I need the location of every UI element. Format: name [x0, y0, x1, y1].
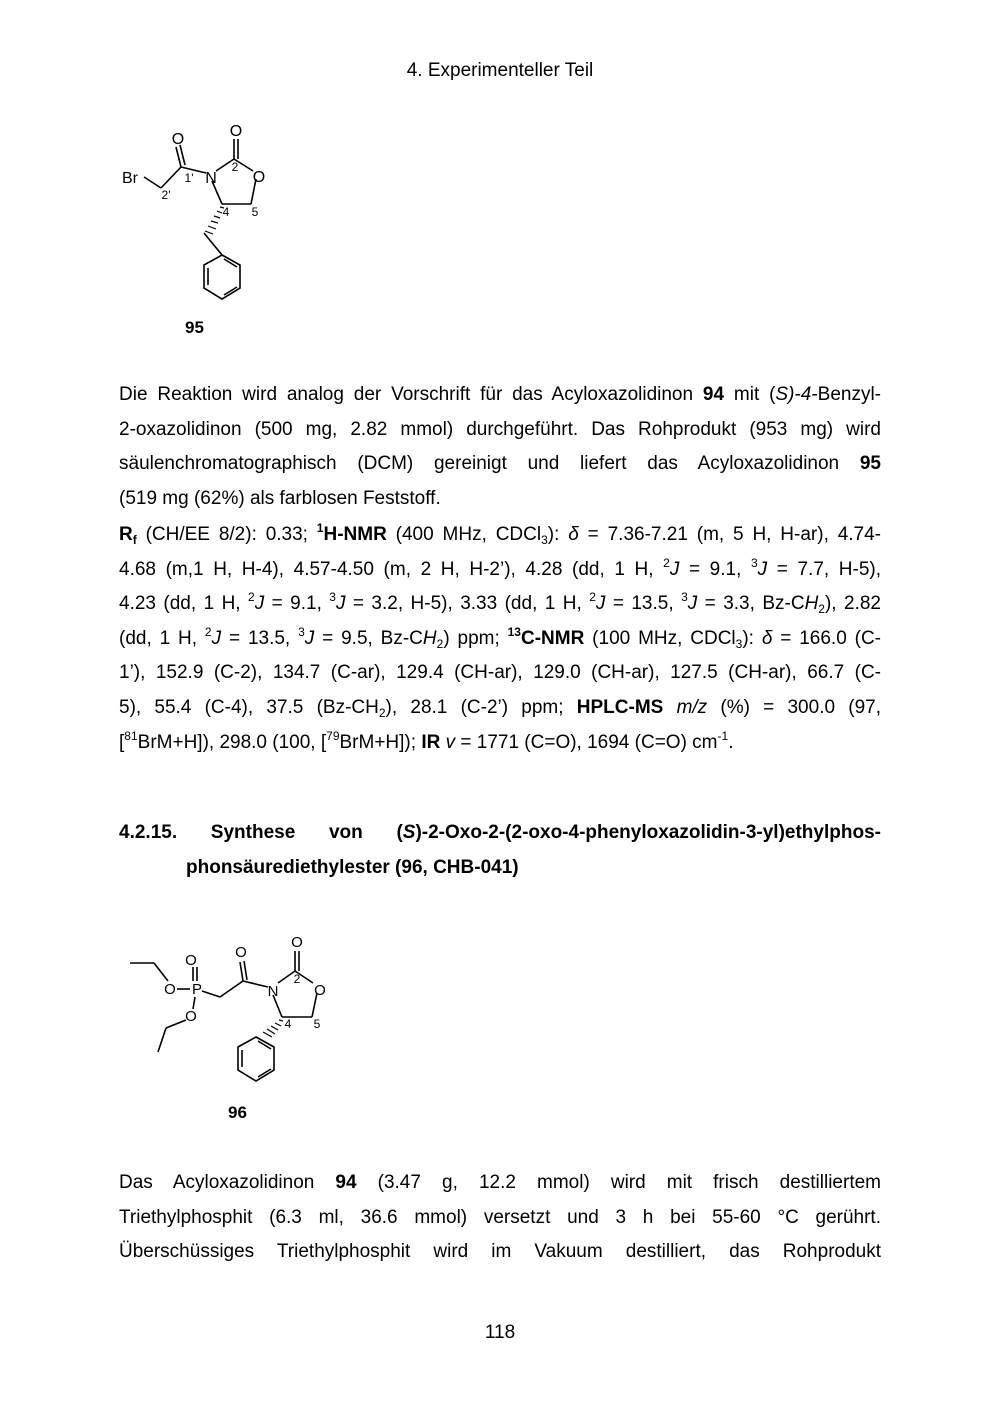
atom-br: Br: [122, 170, 138, 187]
structure-95: [110, 115, 280, 315]
atom-o-ring: O: [252, 169, 266, 186]
text-line: Triethylphosphit (6.3 ml, 36.6 mmol) versetzt und 3 h bei 55-60 °C gerührt.: [119, 1206, 881, 1228]
text-line: 2-oxazolidinon (500 mg, 2.82 mmol) durchgeführt. Das Rohprodukt (953 mg) wird: [119, 418, 881, 440]
locant-4: 4: [222, 205, 230, 219]
text-line: Die Reaktion wird analog der Vorschrift für das Acyloxazolidinon 94 mit (S)-4-Benzyl-: [119, 384, 881, 405]
atom-o-ring-carbonyl: O: [291, 934, 303, 951]
heading-number: 4.2.15.: [119, 822, 178, 843]
atom-o-carbonyl: O: [171, 131, 185, 148]
atom-o-ethoxy-upper: O: [164, 981, 176, 998]
text-line: $R_f$ (CH/EE 8/2): 0.33; $^1$H-NMR (400 MHz, CDCl$_3$): δ = 7.36-7.21 (m, 5 H, H-ar), 4.74-: [119, 521, 881, 547]
locant-2: 2: [293, 972, 301, 986]
compound-label-96: 96: [228, 1103, 247, 1122]
atom-p: P: [191, 981, 203, 998]
heading-word: Synthese: [210, 822, 296, 843]
text-line: Überschüssiges Triethylphosphit wird im Vakuum destilliert, das Rohprodukt: [119, 1241, 881, 1263]
structure-95-drawing: [110, 115, 280, 315]
atom-o-ring-carbonyl: O: [229, 123, 243, 140]
compound-label-95: 95: [185, 318, 204, 337]
structure-96-drawing: [120, 925, 360, 1095]
locant-4: 4: [284, 1017, 292, 1031]
text-line: säulenchromatographisch (DCM) gereinigt und liefert das Acyloxazolidinon 95: [119, 453, 881, 475]
text-line: 4.68 (m,1 H, H-4), 4.57-4.50 (m, 2 H, H-2’), 4.28 (dd, 1 H, $^2$J = 9.1, $^3$J = 7.7, H-5),: [119, 555, 881, 580]
locant-5: 5: [313, 1017, 321, 1031]
atom-o-ethoxy-lower: O: [185, 1008, 197, 1025]
atom-o-carbonyl: O: [235, 944, 247, 961]
heading-line-2: phonsäurediethylester (96, CHB-041): [186, 856, 519, 878]
locant-5: 5: [251, 205, 259, 219]
locant-1p: 1': [184, 171, 194, 185]
atom-o-phosphoryl: O: [185, 952, 197, 969]
atom-n: N: [205, 170, 217, 187]
text-line: 5), 55.4 (C-4), 37.5 $(Bz-CH_2)$, 28.1 (C-2’) ppm; HPLC-MS m/z (%) = 300.0 (97,: [119, 696, 882, 720]
structure-96: [120, 925, 360, 1095]
paragraph-analytics-95: [119, 518, 881, 760]
atom-n: N: [267, 983, 279, 1000]
text-line: (519 mg (62%) als farblosen Feststoff.: [119, 487, 441, 509]
locant-2p: 2': [161, 188, 171, 202]
paragraph-procedure-95: [119, 378, 881, 516]
paragraph-procedure-96: [119, 1166, 881, 1270]
locant-2: 2: [231, 160, 239, 174]
page-number: 118: [484, 1322, 516, 1343]
section-heading: [119, 816, 881, 885]
page-header: 4. Experimenteller Teil: [406, 60, 594, 81]
heading-line-1: [119, 816, 881, 851]
heading-word: (S)-2-Oxo-2-(2-oxo-4-phenyloxazolidin-3-yl)ethylphos-: [396, 822, 881, 843]
text-line: Das Acyloxazolidinon 94 (3.47 g, 12.2 mmol) wird mit frisch destilliertem: [119, 1172, 881, 1193]
atom-o-ring: O: [314, 982, 326, 999]
text-line: 4.23 (dd, 1 H, $^2$J = 9.1, $^3$J = 3.2, H-5), 3.33 (dd, 1 H, $^2$J = 13.5, $^3$J = 3.3, $Bz-CH_2$), 2.82: [119, 590, 881, 617]
text-line: [$^{81}$BrM+H]), 298.0 (100, [$^{79}$BrM+H]); IR v = 1771 (C=O), 1694 (C=O) $cm^{-1}$.: [119, 728, 734, 753]
text-line: (dd, 1 H, $^2$J = 13.5, $^3$J = 9.5, $Bz-CH_2$) ppm; $^{13}$C-NMR (100 MHz, CDCl$_3$): δ = 166.0 (C-: [119, 624, 882, 651]
text-line: 1’), 152.9 (C-2), 134.7 (C-ar), 129.4 (CH-ar), 129.0 (CH-ar), 127.5 (CH-ar), 66.7 (C-: [119, 662, 881, 684]
heading-word: von: [328, 822, 363, 843]
